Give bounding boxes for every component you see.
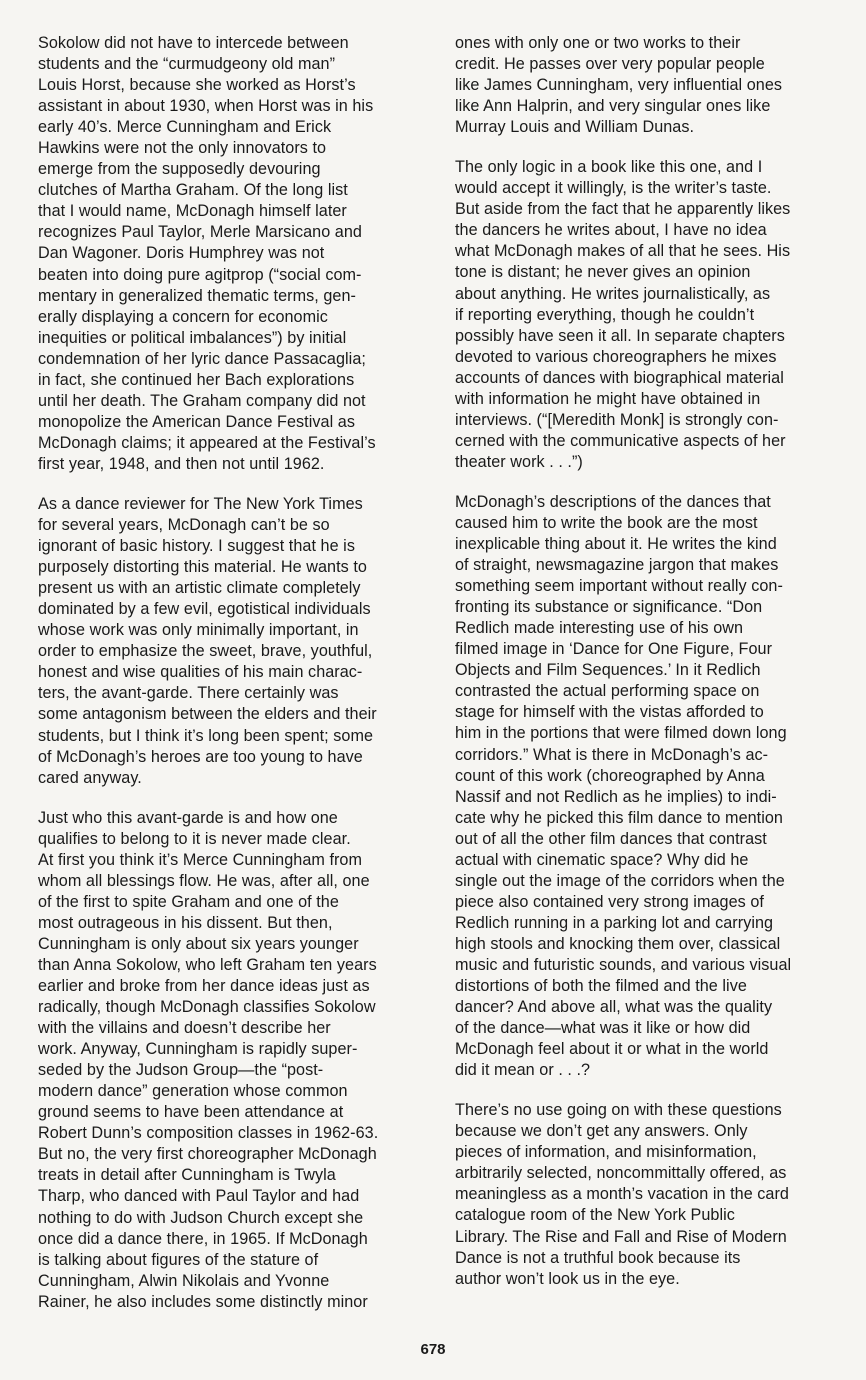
text-line: condemnation of her lyric dance Passacaglia; [38,349,366,368]
text-line: But aside from the fact that he apparently likes [455,200,791,219]
text-line: distortions of both the filmed and the live [455,977,747,996]
text-line: theater work . . .”) [455,452,583,471]
text-line: radically, though McDonagh classifies Sokolow [38,998,376,1017]
text-line: first year, 1948, and then not until 1962. [38,454,325,473]
text-line: inequities or political imbalances”) by initial [38,328,347,347]
right-column [455,33,847,1309]
text-line: McDonagh claims; it appeared at the Festival’s [38,433,376,452]
text-line: count of this work (choreographed by Anna [455,766,765,785]
text-line: with information he might have obtained in [455,389,761,408]
paragraph [38,808,430,1313]
text-line: until her death. The Graham company did not [38,391,366,410]
text-line: erally displaying a concern for economic [38,307,328,326]
text-line: like Ann Halprin, and very singular ones like [455,97,771,116]
text-line: most outrageous in his dissent. But then, [38,913,333,932]
text-line: because we don’t get any answers. Only [455,1122,748,1141]
text-line: Objects and Film Sequences.’ In it Redlich [455,661,761,680]
text-line: cared anyway. [38,768,142,787]
text-line: seded by the Judson Group—the “post- [38,1061,324,1080]
text-line: about anything. He writes journalistically, as [455,284,771,303]
text-line: McDonagh feel about it or what in the world [455,1040,769,1059]
text-line: that I would name, McDonagh himself later [38,202,347,221]
text-line: students and the “curmudgeony old man” [38,55,336,74]
text-line: There’s no use going on with these questions [455,1101,782,1120]
text-line: for several years, McDonagh can’t be so [38,516,330,535]
text-line: him in the portions that were filmed down long [455,724,787,743]
text-line: interviews. (“[Meredith Monk] is strongly con- [455,410,779,429]
page-number: 678 [420,1341,446,1358]
text-line: Just who this avant-garde is and how one [38,808,338,827]
text-line: author won’t look us in the eye. [455,1269,680,1288]
text-line: ters, the avant-garde. There certainly was [38,684,339,703]
paragraph [38,33,430,475]
text-line: Dan Wagoner. Doris Humphrey was not [38,244,325,263]
text-line: high stools and knocking them over, classical [455,934,781,953]
text-line: honest and wise qualities of his main charac- [38,663,363,682]
text-line: students, but I think it’s long been spent; some [38,726,374,745]
text-line: whose work was only minimally important, in [38,621,359,640]
text-line: than Anna Sokolow, who left Graham ten years [38,955,377,974]
text-line: of straight, newsmagazine jargon that makes [455,556,779,575]
text-line: nothing to do with Judson Church except she [38,1208,364,1227]
text-line: contrasted the actual performing space on [455,682,760,701]
text-line: inexplicable thing about it. He writes the kind [455,535,777,554]
text-line: monopolize the American Dance Festival as [38,412,355,431]
text-line: something seem important without really con- [455,577,783,596]
text-line: treats in detail after Cunningham is Twyla [38,1166,336,1185]
text-line: meaningless as a month’s vacation in the card [455,1185,789,1204]
text-line: dominated by a few evil, egotistical individuals [38,600,371,619]
text-line: piece also contained very strong images of [455,892,764,911]
text-line: out of all the other film dances that contrast [455,829,767,848]
text-line: stage for himself with the vistas afforded to [455,703,764,722]
text-line: catalogue room of the New York Public [455,1206,735,1225]
text-line: The only logic in a book like this one, and I [455,158,763,177]
text-line: ignorant of basic history. I suggest that he is [38,537,355,556]
text-line: caused him to write the book are the most [455,513,758,532]
text-line: Redlich running in a parking lot and carrying [455,913,774,932]
text-line: present us with an artistic climate completely [38,579,361,598]
text-line: of the first to spite Graham and one of the [38,892,339,911]
text-line: At first you think it’s Merce Cunningham from [38,850,363,869]
text-line: tone is distant; he never gives an opinion [455,263,751,282]
text-line: emerge from the supposedly devouring [38,160,321,179]
text-line: like James Cunningham, very influential ones [455,76,783,95]
text-line: some antagonism between the elders and their [38,705,377,724]
text-line: modern dance” generation whose common [38,1082,348,1101]
text-line: early 40’s. Merce Cunningham and Erick [38,118,332,137]
text-line: corridors.” What is there in McDonagh’s ac- [455,745,769,764]
text-line: possibly have seen it all. In separate chapters [455,326,785,345]
text-line: Murray Louis and William Dunas. [455,118,695,137]
text-line: what McDonagh makes of all that he sees. His [455,242,791,261]
text-line: pieces of information, and misinformation, [455,1143,757,1162]
text-line: clutches of Martha Graham. Of the long list [38,181,348,200]
text-line: accounts of dances with biographical material [455,368,784,387]
text-line: whom all blessings flow. He was, after all, one [38,871,370,890]
text-line: As a dance reviewer for The New York Times [38,494,363,513]
paragraph [455,492,847,1081]
text-line: of McDonagh’s heroes are too young to have [38,747,363,766]
text-line: But no, the very first choreographer McDonagh [38,1145,377,1164]
text-line: qualifies to belong to it is never made clear. [38,829,351,848]
text-line: did it mean or . . .? [455,1061,591,1080]
text-line: Cunningham, Alwin Nikolais and Yvonne [38,1271,330,1290]
paragraph [455,1100,847,1289]
text-line: arbitrarily selected, noncommittally offered, as [455,1164,787,1183]
text-line: Robert Dunn’s composition classes in 1962-63. [38,1124,379,1143]
text-line: Hawkins were not the only innovators to [38,139,327,158]
paragraph [455,157,847,473]
text-line: actual with cinematic space? Why did he [455,850,749,869]
text-line: is talking about figures of the stature of [38,1250,319,1269]
text-line: Cunningham is only about six years younger [38,934,359,953]
text-line: Library. The Rise and Fall and Rise of Modern [455,1227,787,1246]
text-line: if reporting everything, though he couldn’t [455,305,755,324]
left-column [38,33,430,1332]
text-line: once did a dance there, in 1965. If McDonagh [38,1229,368,1248]
text-line: the dancers he writes about, I have no idea [455,221,767,240]
text-line: Nassif and not Redlich as he implies) to indi- [455,787,777,806]
text-line: devoted to various choreographers he mixes [455,347,777,366]
text-line: music and futuristic sounds, and various visual [455,955,792,974]
text-line: order to emphasize the sweet, brave, youthful, [38,642,373,661]
paragraph [38,494,430,789]
text-line: ground seems to have been attendance at [38,1103,344,1122]
text-line: dancer? And above all, what was the quality [455,998,773,1017]
text-line: single out the image of the corridors when the [455,871,785,890]
text-line: McDonagh’s descriptions of the dances that [455,492,771,511]
text-line: Redlich made interesting use of his own [455,619,744,638]
text-line: beaten into doing pure agitprop (“social com- [38,265,362,284]
text-line: in fact, she continued her Bach explorations [38,370,355,389]
text-line: Tharp, who danced with Paul Taylor and had [38,1187,360,1206]
text-line: recognizes Paul Taylor, Merle Marsicano and [38,223,362,242]
text-line: of the dance—what was it like or how did [455,1019,751,1038]
text-line: fronting its substance or significance. “Don [455,598,763,617]
text-line: Louis Horst, because she worked as Horst’s [38,76,356,95]
text-line: purposely distorting this material. He wants to [38,558,367,577]
text-line: assistant in about 1930, when Horst was in his [38,97,374,116]
text-line: cate why he picked this film dance to mention [455,808,783,827]
text-line: Dance is not a truthful book because its [455,1248,741,1267]
text-line: cerned with the communicative aspects of her [455,431,786,450]
text-line: would accept it willingly, is the writer’s taste. [455,179,772,198]
text-line: Rainer, he also includes some distinctly minor [38,1292,368,1311]
paragraph [455,33,847,138]
text-line: mentary in generalized thematic terms, gen- [38,286,356,305]
text-line: Sokolow did not have to intercede between [38,34,349,52]
text-line: earlier and broke from her dance ideas just as [38,977,370,996]
text-line: credit. He passes over very popular people [455,55,765,74]
text-line: filmed image in ‘Dance for One Figure, Four [455,640,773,659]
text-line: with the villains and doesn’t describe her [38,1019,331,1038]
text-line: work. Anyway, Cunningham is rapidly super- [38,1040,358,1059]
text-line: ones with only one or two works to their [455,34,741,52]
